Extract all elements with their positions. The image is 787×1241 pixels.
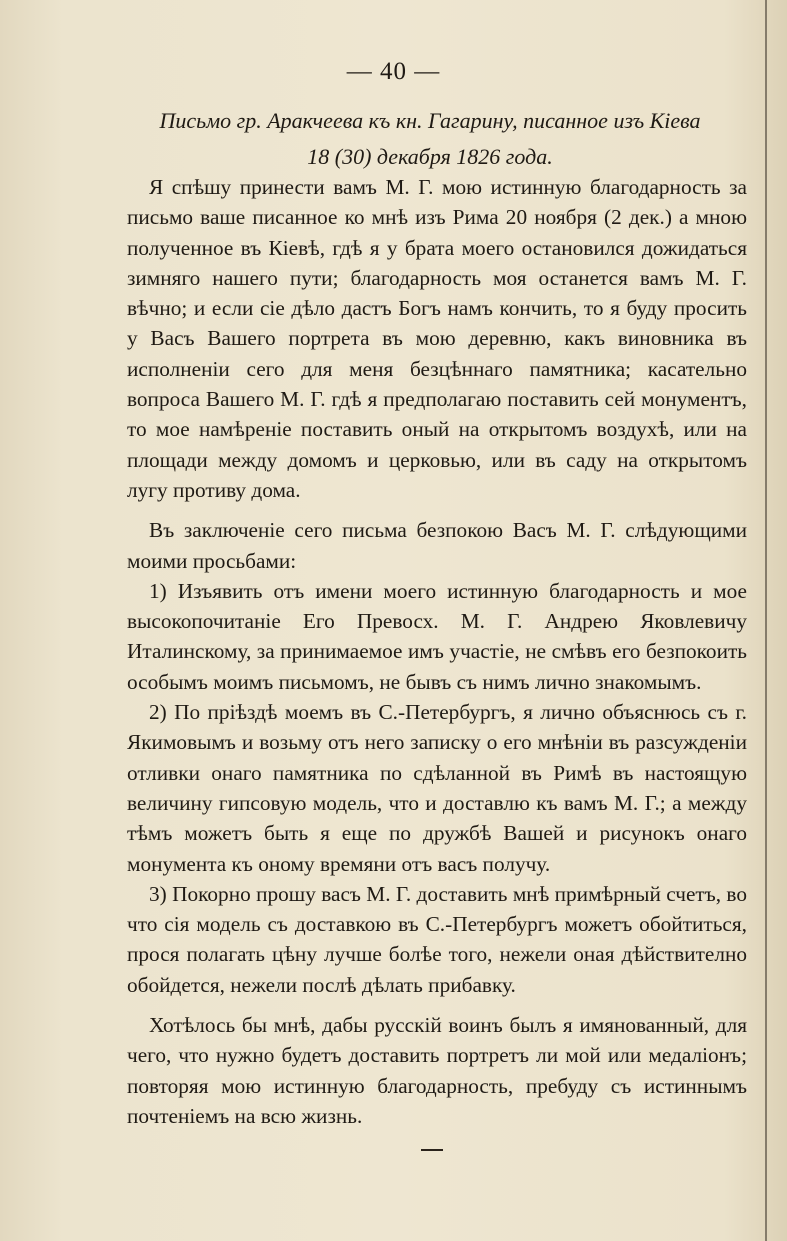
letter-title-line-2: 18 (30) декабря 1826 года. [307,144,553,169]
end-divider [421,1149,443,1151]
binding-edge [765,0,767,1241]
paragraph-intro: Я спѣшу принести вамъ М. Г. мою истинную благодарность за письмо ваше писанное ко мнѣ изъ Рима 20 ноября (2 дек.) а мною полученное въ Кiевѣ, гдѣ я у брата моего остановился дожидаться зимняго нашего пути; благодарность моя останется вамъ М. Г. вѣчно; и если сiе дѣло дастъ Богъ намъ кончить, то я буду просить у Васъ Вашего портрета въ мою деревню, какъ виновника въ исполненiи сего для меня безцѣннаго памятника; касательно вопроса Вашего М. Г. гдѣ я предполагаю поставить сей монументъ, то мое намѣренiе поставить оный на открытомъ воздухѣ, или на площади между домомъ и церковью, или въ саду на открытомъ лугу противу дома. [127,175,747,502]
paragraph-requests-lead: Въ заключенiе сего письма безпокою Васъ М. Г. слѣдующими моими просьбами: [127,518,747,573]
paragraph-request-2: 2) По прiѣздѣ моемъ въ С.-Петербургъ, я лично объяснюсь съ г. Якимовымъ и возьму отъ него записку о его мнѣнiи въ разсужденiи отливки онаго памятника по сдѣланной въ Римѣ въ настоящую величину гипсовую модель, что и доставлю къ вамъ М. Г.; а между тѣмъ можетъ быть я еще по дружбѣ Вашей и рисунокъ онаго монумента къ оному времяни отъ васъ получу. [127,700,747,876]
page-number: — 40 — [346,58,441,85]
paragraph-request-3: 3) Покорно прошу васъ М. Г. доставить мнѣ примѣрный счетъ, во что сiя модель съ доставкою въ С.-Петербургъ можетъ обойтиться, прося полагать цѣну лучше болѣе того, нежели оная дѣйствително обойдется, нежели послѣ дѣлать прибавку. [127,881,747,997]
paragraph-closing: Хотѣлось бы мнѣ, дабы русскiй воинъ былъ я имянованный, для чего, что нужно будетъ доставить портретъ ли мой или медалiонъ; повторяя мою истинную благодарность, пребуду съ истиннымъ почтенiемъ на всю жизнь. [127,1013,747,1128]
letter-title-line-1: Письмо гр. Аракчеева къ кн. Гагарину, писанное изъ Кiева [159,108,701,133]
paragraph-request-1: 1) Изъявить отъ имени моего истинную благодарность и мое высокопочитанiе Его Превосх. М. Г. Андрею Яковлевичу Италинскому, за принимаемое имъ участiе, не смѣвъ его безпокоить особымъ моимъ письмомъ, не бывъ съ нимъ лично знакомымъ. [127,578,747,694]
letter-title [120,103,740,175]
letter-body [127,172,747,1141]
